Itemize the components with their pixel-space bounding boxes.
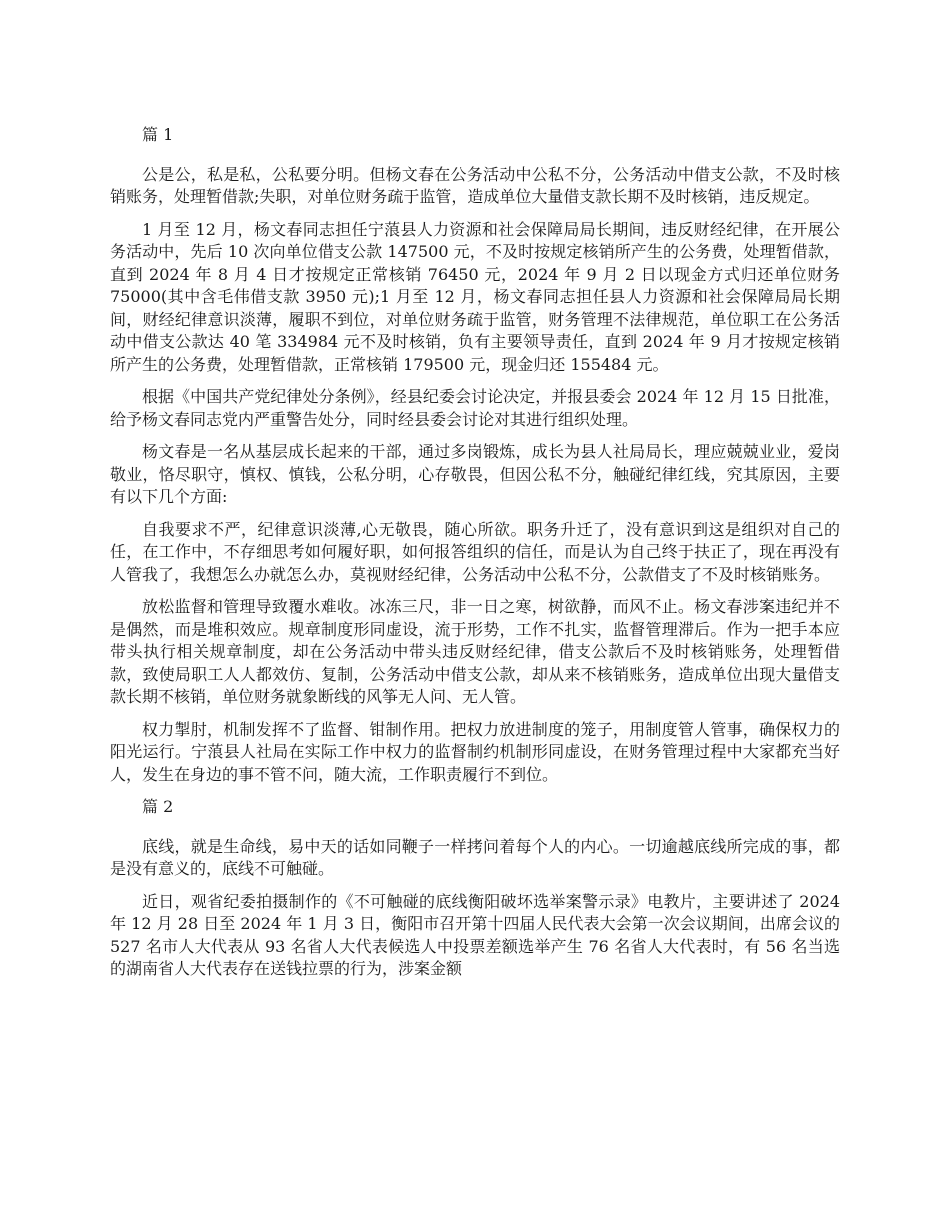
- paragraph: 近日，观省纪委拍摄制作的《不可触碰的底线衡阳破坏选举案警示录》电教片，主要讲述了 2024 年 12 月 28 日至 2024 年 1 月 3 日，衡阳市召开第十四届人民代表大会第一次会议期间，出席会议的 527 名市人大代表从 93 名省人大代表候选人中投票差额选举产生 76 名省人大代表时，有 56 名当选的湖南省人大代表存在送钱拉票的行为，涉案金额: [110, 891, 840, 978]
- paragraph: 底线，就是生命线，易中天的话如同鞭子一样拷问着每个人的内心。一切逾越底线所完成的事，都是没有意义的，底线不可触碰。: [110, 836, 840, 878]
- section-heading-1: 篇 1: [142, 125, 174, 144]
- paragraph: 根据《中国共产党纪律处分条例》，经县纪委会讨论决定，并报县委会 2024 年 12 月 15 日批准，给予杨文春同志党内严重警告处分，同时经县委会讨论对其进行组织处理。: [110, 387, 840, 429]
- paragraph: 权力掣肘，机制发挥不了监督、钳制作用。把权力放进制度的笼子，用制度管人管事，确保权力的阳光运行。宁蒗县人社局在实际工作中权力的监督制约机制形同虚设，在财务管理过程中大家都充当好人，发生在身边的事不管不问，随大流，工作职责履行不到位。: [110, 719, 840, 784]
- paragraph: 自我要求不严，纪律意识淡薄,心无敬畏，随心所欲。职务升迁了，没有意识到这是组织对自己的任，在工作中，不存细思考如何履好职，如何报答组织的信任，而是认为自己终于扶正了，现在再没有人管我了，我想怎么办就怎么办，莫视财经纪律，公务活动中公私不分，公款借支了不及时核销账务。: [110, 519, 840, 584]
- paragraph: 公是公，私是私，公私要分明。但杨文春在公务活动中公私不分，公务活动中借支公款，不及时核销账务，处理暂借款;失职，对单位财务疏于监管，造成单位大量借支款长期不及时核销，违反规定。: [110, 164, 840, 206]
- paragraph: 1 月至 12 月，杨文春同志担任宁蒗县人力资源和社会保障局局长期间，违反财经纪律，在开展公务活动中，先后 10 次向单位借支公款 147500 元，不及时按规定核销所产生的公务费，处理暂借款，直到 2024 年 8 月 4 日才按规定正常核销 76450 元，2024 年 9 月 2 日以现金方式归还单位财务 75000(其中含毛伟借支款 3950 元);1 月至 12 月，杨文春同志担任县人力资源和社会保障局局长期间，财经纪律意识淡薄，履职不到位，对单位财务疏于监管，财务管理不法律规范，单位职工在公务活动中借支公款达 40 笔 334984 元不及时核销，负有主要领导责任，直到 2024 年 9 月才按规定核销所产生的公务费，处理暂借款，正常核销 179500 元，现金归还 155484 元。: [110, 219, 840, 374]
- paragraph: 放松监督和管理导致覆水难收。冰冻三尺，非一日之寒，树欲静，而风不止。杨文春涉案违纪并不是偶然，而是堆积效应。规章制度形同虚设，流于形势，工作不扎实，监督管理滞后。作为一把手本应带头执行相关规章制度，却在公务活动中带头违反财经纪律，借支公款后不及时核销账务，处理暂借款，致使局职工人人都效仿、复制，公务活动中借支公款，却从来不核销账务，造成单位出现大量借支款长期不核销，单位财务就象断线的风筝无人问、无人管。: [110, 597, 840, 706]
- paragraph: 杨文春是一名从基层成长起来的干部，通过多岗锻炼，成长为县人社局局长，理应兢兢业业，爱岗敬业，恪尽职守，慎权、慎钱，公私分明，心存敬畏，但因公私不分，触碰纪律红线，究其原因，主要有以下几个方面:: [110, 442, 840, 506]
- section-heading-2: 篇 2: [142, 797, 174, 816]
- document-page: [110, 124, 840, 991]
